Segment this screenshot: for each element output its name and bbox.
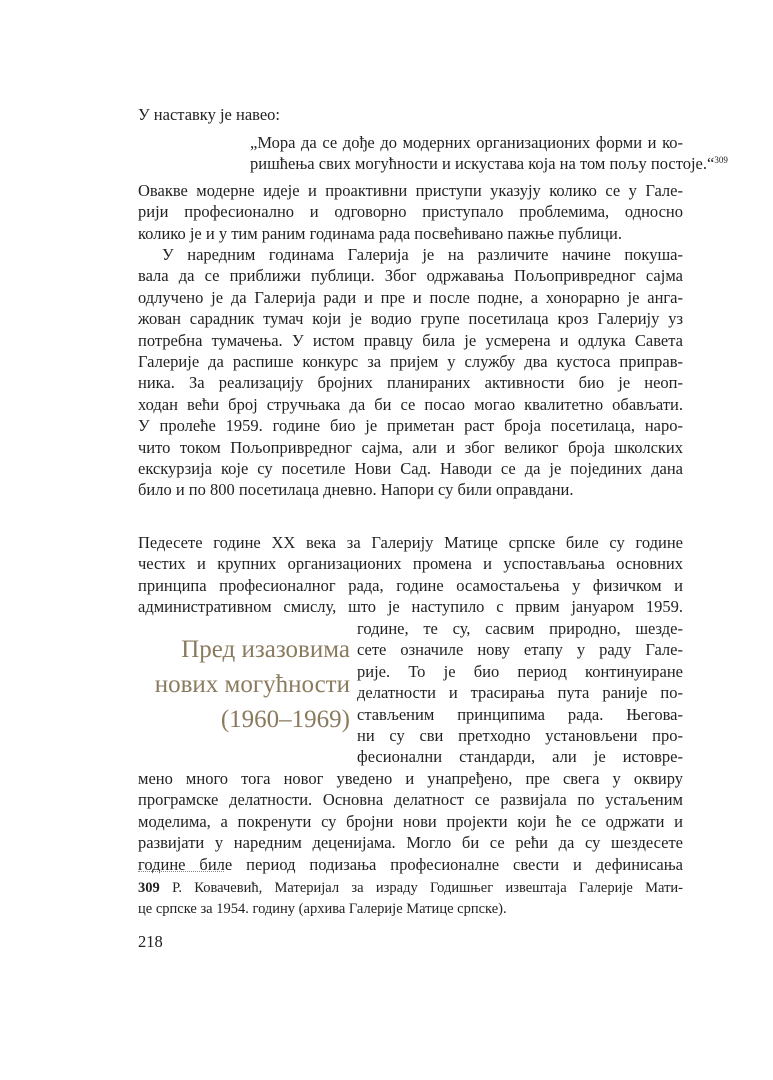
- footnote-divider: [138, 871, 224, 872]
- section-text-bottom: мено много тога новог уведено и унапређено, пре свега у оквиру програмске делатности. Основна делатност се развијала по устаљеним моделима, а покренути су бројни нови пројекти који ће се одржати и развијати у наредним деценијама. Могло би се рећи да су шездесете године биле период подизања професионалне свести и дефинисања: [138, 769, 683, 874]
- footnote: 309 Р. Ковачевић, Материјал за израду Годишњег извештаја Галерије Мати- це српске за 1954. годину (архива Галерије Матице српске).: [138, 880, 683, 917]
- section-text-side: године, те су, сасвим природно, шезде- сете означиле нову етапу у раду Гале- рије. То је био период континуиране делатности и трасирања пута раније по- стављеним принципима рада. Његова- ни су сви претходно установљени про- фесионални стандарди, али је истовре-: [357, 619, 683, 767]
- paragraph-2: У наредним годинама Галерија је на различите начине покуша- вала да се приближи публици. Због одржавања Пољопривредног сајма одлучено је да Галерија ради и пре и после подне, а хонорарно је анга- жован сарадник тумач који је водио групе посетилаца кроз Галерију уз потребна тумачења. У истом правцу била је усмерена и одлука Савета Галерије да распише конкурс за пријем у службу два кустоса приправ- ника. За реализацију бројних планираних активности био је неоп- ходан већи број стручњака да би се посао могао квалитетно обављати. У пролеће 1959. године био је приметан раст броја посетилаца, наро- чито током Пољопривредног сајма, али и због великог броја школских екскурзија које су посетиле Нови Сад. Наводи се да је појединих дана било и по 800 посетилаца дневно. Напори су били оправдани.: [138, 245, 683, 500]
- footnote-number: 309: [138, 880, 160, 896]
- block-quote: „Мора да се дође до модерних организационих форми и ко- ришћења свих могућности и искустава која на том пољу постоје.“$^{309}$: [250, 133, 728, 174]
- section-text-top: Педесете године XX века за Галерију Матице српске биле су године честих и крупних организационих промена и успостављања основних принципа професионалног рада, године осамостаљења у физичком и административном смислу, што је наступило с првим јануаром 1959.: [138, 533, 683, 617]
- page-number: 218: [138, 932, 163, 951]
- paragraph-1: Овакве модерне идеје и проактивни приступи указују колико се у Гале- рији професионално и одговорно приступало проблемима, односно колико је и у тим раним годинама рада посвећивано пажње публици.: [138, 181, 683, 243]
- intro-line: У наставку је навео:: [138, 105, 281, 124]
- footnote-ref[interactable]: 309: [714, 155, 728, 166]
- section-heading: Пред изазовима нових могућности (1960–1969): [154, 636, 350, 733]
